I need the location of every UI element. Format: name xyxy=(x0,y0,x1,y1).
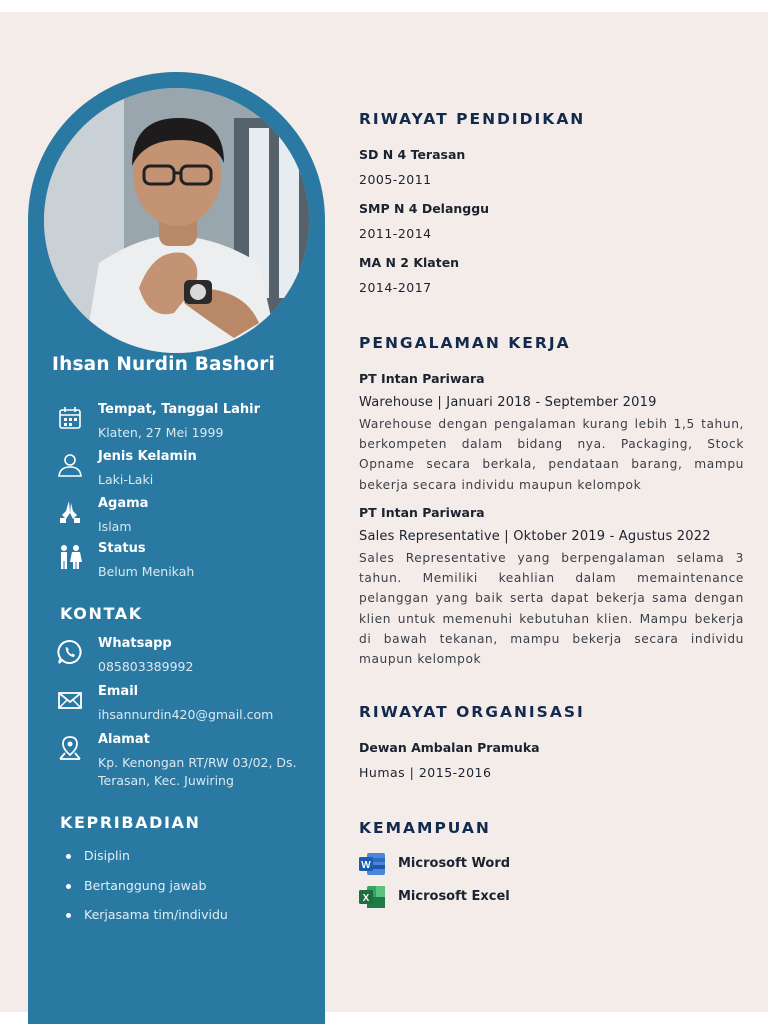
education-years: 2014-2017 xyxy=(359,280,432,295)
sidebar xyxy=(28,72,325,1024)
whatsapp-icon xyxy=(56,638,84,666)
skill-word xyxy=(359,853,659,877)
experience-role: Sales Representative | Oktober 2019 - Agustus 2022 xyxy=(359,529,711,544)
experience-company: PT Intan Pariwara xyxy=(359,371,485,386)
experience-role: Warehouse | Januari 2018 - September 2019 xyxy=(359,395,657,410)
excel-icon xyxy=(359,886,385,908)
skill-excel xyxy=(359,886,659,910)
cv-page xyxy=(0,12,768,1012)
organization-detail: Humas | 2015-2016 xyxy=(359,765,492,780)
education-school: MA N 2 Klaten xyxy=(359,255,460,270)
location-pin-icon xyxy=(56,734,84,762)
contact-email xyxy=(56,684,316,728)
info-status xyxy=(56,541,316,585)
whatsapp-value[interactable]: 085803389992 xyxy=(98,659,194,674)
contact-whatsapp xyxy=(56,636,316,680)
gender-title: Jenis Kelamin xyxy=(98,449,197,464)
religion-value: Islam xyxy=(98,519,132,534)
status-value: Belum Menikah xyxy=(98,564,195,579)
praying-hands-icon xyxy=(56,498,84,526)
personality-heading: KEPRIBADIAN xyxy=(60,813,201,832)
gender-value: Laki-Laki xyxy=(98,472,154,487)
address-line1: Kp. Kenongan RT/RW 03/02, Ds. xyxy=(98,755,297,770)
education-school: SD N 4 Terasan xyxy=(359,147,466,162)
info-gender xyxy=(56,449,316,493)
address-line2: Terasan, Kec. Juwiring xyxy=(98,773,234,788)
info-birth xyxy=(56,402,316,446)
email-title: Email xyxy=(98,684,139,699)
organization-name: Dewan Ambalan Pramuka xyxy=(359,740,540,755)
svg-text:W: W xyxy=(361,860,371,871)
info-religion xyxy=(56,496,316,540)
experience-description: Sales Representative yang berpengalaman selama 3 tahun. Memiliki keahlian dalam memaintenance pelanggan yang baik serta dapat bekerja sama dengan klien untuk memenuhi kebutuhan klien. Mampu bekerja di bawah tekanan, mampu bekerja secara individu maupun kelompok xyxy=(359,551,744,667)
profile-photo xyxy=(44,88,309,353)
skill-label: Microsoft Excel xyxy=(398,889,510,904)
birth-value: Klaten, 27 Mei 1999 xyxy=(98,425,224,440)
skills-heading: KEMAMPUAN xyxy=(359,819,491,837)
list-item: Bertanggung jawab xyxy=(66,878,228,908)
address-title: Alamat xyxy=(98,732,150,747)
word-icon xyxy=(359,853,385,875)
organization-heading: RIWAYAT ORGANISASI xyxy=(359,703,585,721)
education-years: 2011-2014 xyxy=(359,226,432,241)
couple-icon xyxy=(56,543,84,571)
list-item: Disiplin xyxy=(66,848,228,878)
whatsapp-title: Whatsapp xyxy=(98,636,172,651)
person-icon xyxy=(56,451,84,479)
education-heading: RIWAYAT PENDIDIKAN xyxy=(359,110,586,128)
experience-company: PT Intan Pariwara xyxy=(359,505,485,520)
education-school: SMP N 4 Delanggu xyxy=(359,201,490,216)
calendar-icon xyxy=(56,404,84,432)
email-value[interactable]: ihsannurdin420@gmail.com xyxy=(98,707,274,722)
status-title: Status xyxy=(98,541,146,556)
personality-list xyxy=(66,848,228,937)
envelope-icon xyxy=(56,686,84,714)
religion-title: Agama xyxy=(98,496,149,511)
skill-label: Microsoft Word xyxy=(398,856,511,871)
list-item: Kerjasama tim/individu xyxy=(66,907,228,937)
birth-title: Tempat, Tanggal Lahir xyxy=(98,402,261,417)
contact-heading: KONTAK xyxy=(60,604,143,623)
experience-description: Warehouse dengan pengalaman kurang lebih 1,5 tahun, berkompeten dalam bidang nya. Packaging, Stock Opname secara berkala, pendataan barang, mampu bekerja secara individu maupun kelompok xyxy=(359,417,744,492)
experience-heading: PENGALAMAN KERJA xyxy=(359,334,571,352)
education-years: 2005-2011 xyxy=(359,172,432,187)
contact-address xyxy=(56,732,316,796)
full-name: Ihsan Nurdin Bashori xyxy=(52,354,276,375)
svg-text:X: X xyxy=(362,893,370,904)
